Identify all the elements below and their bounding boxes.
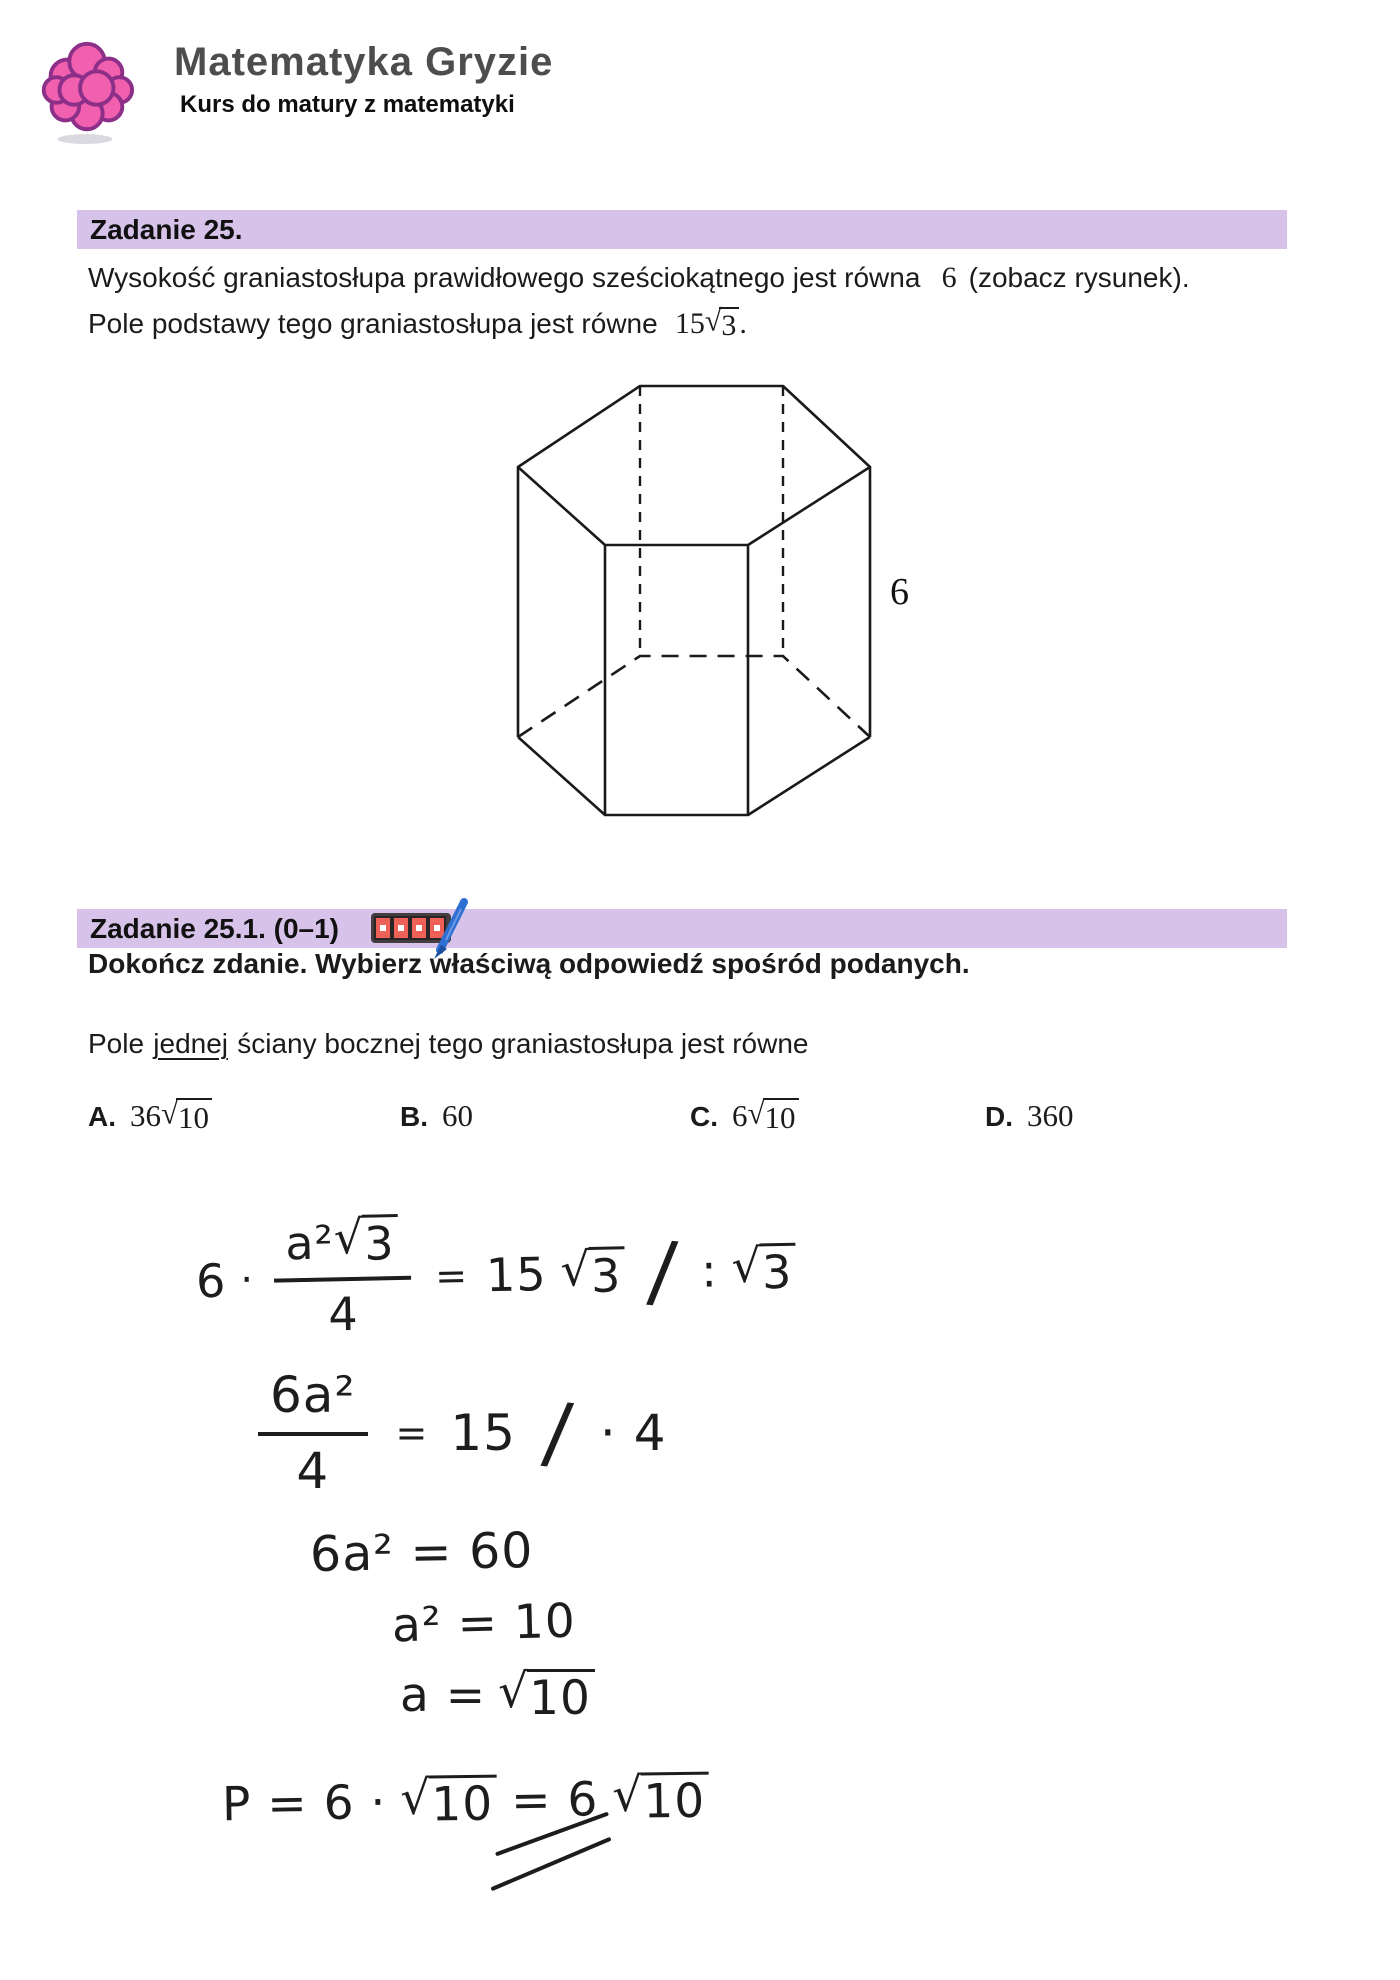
task-25-statement-line-2	[88, 304, 747, 342]
task-25-1-title: Zadanie 25.1. (0–1)	[90, 912, 340, 944]
brand-text	[174, 40, 553, 119]
numerator-term: a²	[284, 1215, 335, 1271]
prism-hidden-base-edges	[518, 656, 870, 737]
radicand: 3	[588, 1246, 625, 1299]
side-operation-slash: /	[645, 1223, 682, 1319]
hexagonal-prism-figure	[440, 358, 955, 863]
task-25-statement-line-1	[88, 261, 1199, 295]
handwritten-line-6	[221, 1767, 710, 1833]
fraction-denominator: 4	[327, 1286, 360, 1342]
radicand: 3	[719, 307, 739, 341]
option-d	[985, 1098, 1074, 1134]
radicand: 10	[176, 1098, 212, 1133]
fraction	[273, 1209, 413, 1343]
brand-header	[30, 30, 553, 148]
statement-text: Wysokość graniastosłupa prawidłowego sześciokątnego jest równa	[88, 262, 921, 293]
radical-sign: √	[399, 1770, 432, 1826]
radicand: 10	[763, 1098, 799, 1133]
option-c-label: C.	[690, 1101, 718, 1132]
statement-text: Pole podstawy tego graniastosłupa jest równe	[88, 308, 658, 339]
brain-shadow	[57, 134, 112, 144]
hand-lhs: a =	[400, 1668, 487, 1723]
radicand: 10	[429, 1775, 498, 1829]
sqrt-expression	[704, 304, 739, 342]
sqrt-expression	[611, 1767, 709, 1830]
prism-hidden-vertical-edges	[640, 386, 783, 656]
handwritten-line-5	[400, 1664, 595, 1726]
hand-lhs: P = 6 ·	[221, 1775, 387, 1833]
height-value: 6	[941, 261, 957, 294]
radical-sign: √	[730, 1238, 763, 1294]
result-double-underline-bottom	[490, 1837, 611, 1891]
radical-sign: √	[333, 1209, 365, 1265]
option-b	[400, 1098, 473, 1134]
hand-lead: 6	[195, 1253, 227, 1309]
sqrt-expression	[498, 1664, 595, 1726]
fraction-numerator: 6a²	[258, 1366, 368, 1436]
base-area-value	[674, 304, 747, 342]
sqrt-expression	[559, 1242, 626, 1304]
radicand: 10	[527, 1669, 595, 1722]
handwritten-line-3: 6a² = 60	[309, 1522, 534, 1583]
handwritten-line-4: a² = 10	[391, 1593, 577, 1654]
sqrt-expression	[747, 1095, 799, 1135]
hand-rhs: 15	[485, 1246, 548, 1303]
question-underlined-word: jednej	[153, 1028, 229, 1059]
radicand: 10	[641, 1772, 710, 1826]
handwritten-line-2	[252, 1366, 667, 1500]
sqrt-expression	[399, 1770, 497, 1833]
brain-icon	[30, 30, 138, 148]
radicand: 3	[362, 1214, 399, 1267]
side-operation-slash: /	[539, 1384, 577, 1481]
task-25-header-bar	[77, 210, 1287, 249]
option-b-label: B.	[400, 1101, 428, 1132]
equals-sign: =	[395, 1411, 429, 1455]
sqrt-expression	[730, 1238, 797, 1300]
question-text	[88, 1028, 818, 1060]
instruction-text: Dokończ zdanie. Wybierz właściwą odpowiedź spośród podanych.	[88, 948, 970, 979]
coefficient: 36	[130, 1098, 161, 1133]
radicand: 3	[759, 1243, 796, 1296]
hand-rhs: 15	[450, 1404, 516, 1462]
radical-sign: √	[704, 304, 722, 338]
brand-title: Matematyka Gryzie	[174, 40, 554, 84]
radical-sign: √	[161, 1095, 179, 1131]
prism-solid-edges	[518, 386, 870, 815]
radical-sign: √	[559, 1242, 592, 1297]
radical-sign: √	[498, 1664, 530, 1720]
option-d-value: 360	[1027, 1098, 1074, 1133]
option-a-value	[130, 1095, 212, 1135]
option-a-label: A.	[88, 1101, 116, 1132]
side-operation: · 4	[599, 1404, 667, 1462]
coefficient: 6	[732, 1098, 748, 1133]
sqrt-expression	[161, 1095, 212, 1135]
period: .	[739, 307, 747, 340]
option-d-label: D.	[985, 1101, 1013, 1132]
equals-sign: =	[434, 1253, 469, 1299]
task-25-title: Zadanie 25.	[90, 213, 243, 245]
fraction-denominator: 4	[296, 1442, 330, 1500]
prism-height-label: 6	[890, 571, 909, 613]
radical-sign: √	[611, 1767, 644, 1824]
option-c	[690, 1095, 799, 1135]
question-post: ściany bocznej tego graniastosłupa jest równe	[237, 1028, 809, 1059]
statement-text: (zobacz rysunek).	[968, 262, 1190, 293]
option-b-value: 60	[442, 1098, 473, 1133]
handwritten-line-1	[195, 1206, 798, 1345]
task-25-1-header-bar	[77, 909, 1287, 948]
option-a	[88, 1095, 212, 1135]
fraction	[258, 1366, 368, 1500]
brain-lobes	[44, 44, 132, 129]
question-pre: Pole	[88, 1028, 145, 1059]
radical-sign: √	[747, 1095, 765, 1131]
side-operation: :	[700, 1243, 719, 1298]
multiplication-dot: ·	[239, 1257, 255, 1304]
brand-subtitle: Kurs do matury z matematyki	[180, 91, 515, 118]
option-c-value	[732, 1095, 799, 1135]
coefficient: 15	[674, 307, 705, 340]
fraction-numerator	[273, 1209, 412, 1283]
sqrt-expression	[333, 1209, 399, 1271]
hand-mid: = 6	[510, 1772, 599, 1829]
